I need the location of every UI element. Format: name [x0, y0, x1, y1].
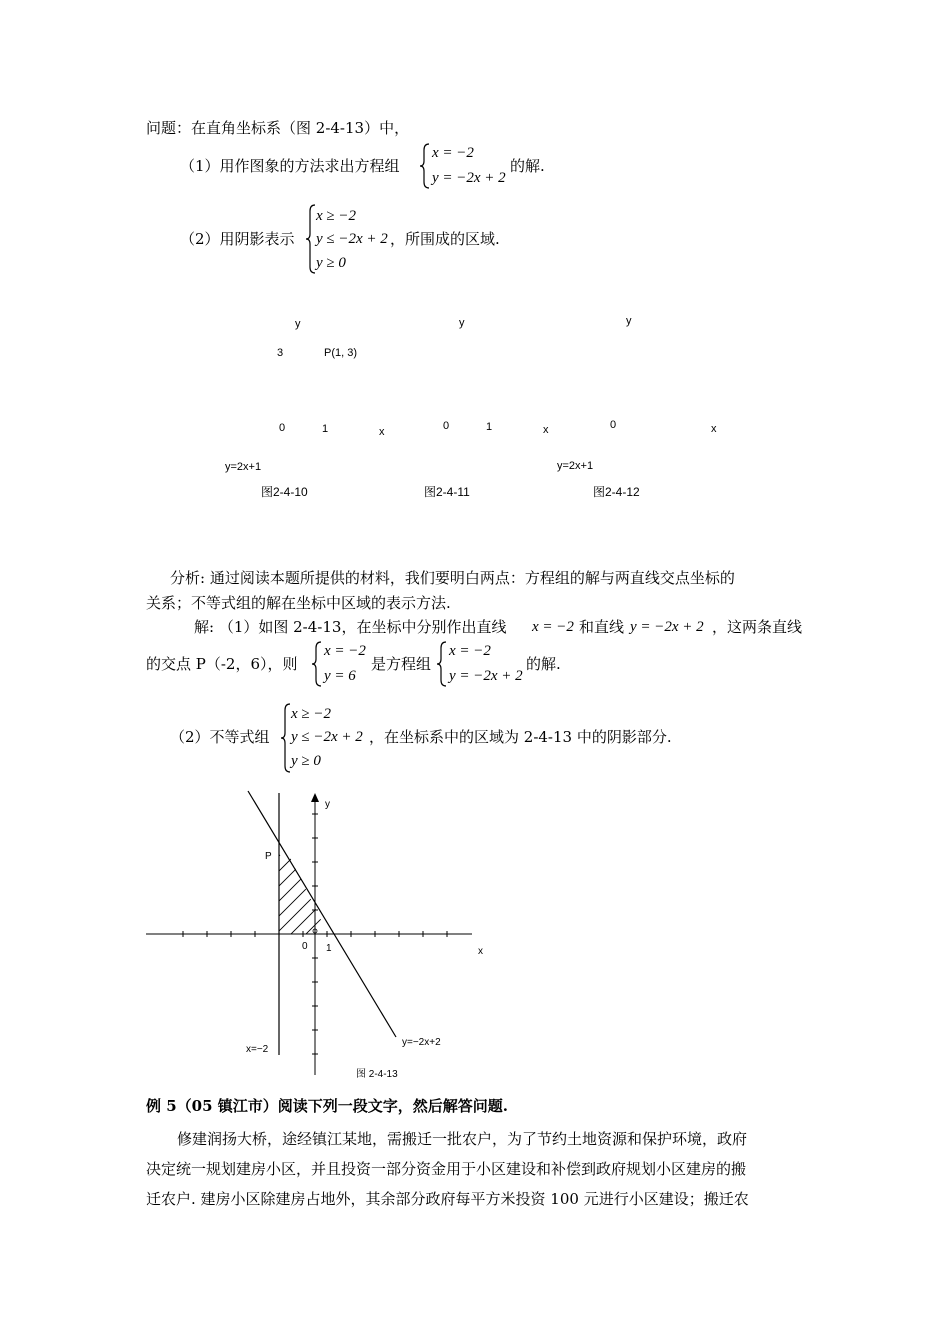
- solution-3-prefix: （2）不等式组: [170, 728, 270, 746]
- solution-sys-1-eq-1: x = −2: [324, 643, 366, 659]
- example-5-title: 例 5（05 镇江市）阅读下列一段文字，然后解答问题.: [146, 1097, 508, 1115]
- question-1-suffix: 的解.: [510, 157, 545, 175]
- fig12-origin-label: 0: [610, 419, 617, 431]
- solution-ineq-1: x ≥ −2: [291, 706, 332, 722]
- fig11-caption: 图2-4-11: [424, 485, 470, 499]
- q2-ineq-2: y ≤ −2x + 2: [316, 231, 388, 247]
- brace-solution-sys-2: [436, 640, 448, 688]
- brace-solution-sys-1: [311, 640, 323, 688]
- fig13-x-label: x: [478, 946, 483, 957]
- solution-2-end: 的解.: [526, 655, 561, 673]
- line-y-eq-neg2x-plus2: [248, 791, 396, 1037]
- solution-3-suffix: ，在坐标系中的区域为 2-4-13 中的阴影部分.: [369, 728, 672, 746]
- fig10-one-label: 1: [322, 423, 329, 435]
- fig13-caption: 图 2-4-13: [356, 1069, 398, 1080]
- fig12-x-label: x: [711, 423, 717, 435]
- fig10-x-label: x: [379, 426, 385, 438]
- q1-eq-2: y = −2x + 2: [432, 170, 506, 186]
- fig13-line-y-label: y=−2x+2: [402, 1037, 441, 1048]
- fig10-three-label: 3: [277, 347, 284, 359]
- question-1-prefix: （1）用作图象的方法求出方程组: [180, 157, 400, 175]
- fig11-y-label: y: [459, 317, 465, 329]
- example-5-para-line-3: 迁农户. 建房小区除建房占地外，其余部分政府每平方米投资 100 元进行小区建设；搬迁农: [146, 1190, 749, 1208]
- solution-2-mid: 是方程组: [371, 655, 432, 673]
- solution-ineq-2: y ≤ −2x + 2: [291, 729, 363, 745]
- question-2-prefix: （2）用阴影表示: [180, 230, 295, 248]
- q1-eq-1: x = −2: [432, 145, 474, 161]
- fig11-one-label: 1: [486, 421, 493, 433]
- example-5-para-line-1: 修建润扬大桥，途经镇江某地，需搬迁一批农户，为了节约土地资源和保护环境，政府: [177, 1130, 748, 1148]
- y-axis-arrow: [311, 793, 319, 802]
- brace-q1: [419, 142, 431, 190]
- fig13-origin-label: 0: [302, 941, 308, 952]
- solution-sys-1-eq-2: y = 6: [324, 668, 356, 684]
- fig10-caption: 图2-4-10: [261, 485, 308, 499]
- solution-sys-2-eq-1: x = −2: [449, 643, 491, 659]
- question-2-suffix: ，所围成的区域.: [390, 230, 500, 248]
- fig12-caption: 图2-4-12: [593, 485, 640, 499]
- fig10-point-p-label: P(1, 3): [324, 347, 358, 359]
- solution-sys-2-eq-2: y = −2x + 2: [449, 668, 523, 684]
- problem-intro: 问题：在直角坐标系（图 2-4-13）中，: [146, 119, 410, 137]
- fig13-one-label: 1: [326, 943, 332, 954]
- solution-2-text-a: 的交点 P（-2，6），则: [146, 655, 298, 673]
- solution-1-mid: 和直线: [579, 618, 625, 636]
- solution-1-end: ，这两条直线: [712, 618, 803, 636]
- solution-1-eq-1: x = −2: [532, 619, 574, 635]
- fig13-y-label: y: [325, 799, 330, 810]
- fig10-y-label: y: [295, 318, 301, 330]
- analysis-line-1: 分析: 通过阅读本题所提供的材料，我们要明白两点：方程组的解与两直线交点坐标的: [170, 569, 735, 587]
- fig12-line-label: y=2x+1: [557, 460, 594, 472]
- fig10-origin-label: 0: [279, 422, 286, 434]
- analysis-line-2: 关系；不等式组的解在坐标中区域的表示方法.: [146, 594, 451, 612]
- q2-ineq-1: x ≥ −2: [316, 208, 357, 224]
- example-5-para-line-2: 决定统一规划建房小区，并且投资一部分资金用于小区建设和补偿到政府规划小区建房的搬: [146, 1160, 747, 1178]
- fig10-line-label: y=2x+1: [225, 461, 262, 473]
- fig11-origin-label: 0: [443, 420, 450, 432]
- fig13-line-x-label: x=−2: [246, 1044, 269, 1055]
- fig12-y-label: y: [626, 315, 632, 327]
- solution-1-eq-2: y = −2x + 2: [630, 619, 704, 635]
- solution-ineq-3: y ≥ 0: [291, 753, 321, 769]
- solution-1-text-a: 解: （1）如图 2-4-13，在坐标中分别作出直线: [194, 618, 507, 636]
- fig13-point-p-label: P: [265, 851, 272, 862]
- q2-ineq-3: y ≥ 0: [316, 255, 346, 271]
- fig11-x-label: x: [543, 424, 549, 436]
- figure-2-4-13: [140, 785, 500, 1085]
